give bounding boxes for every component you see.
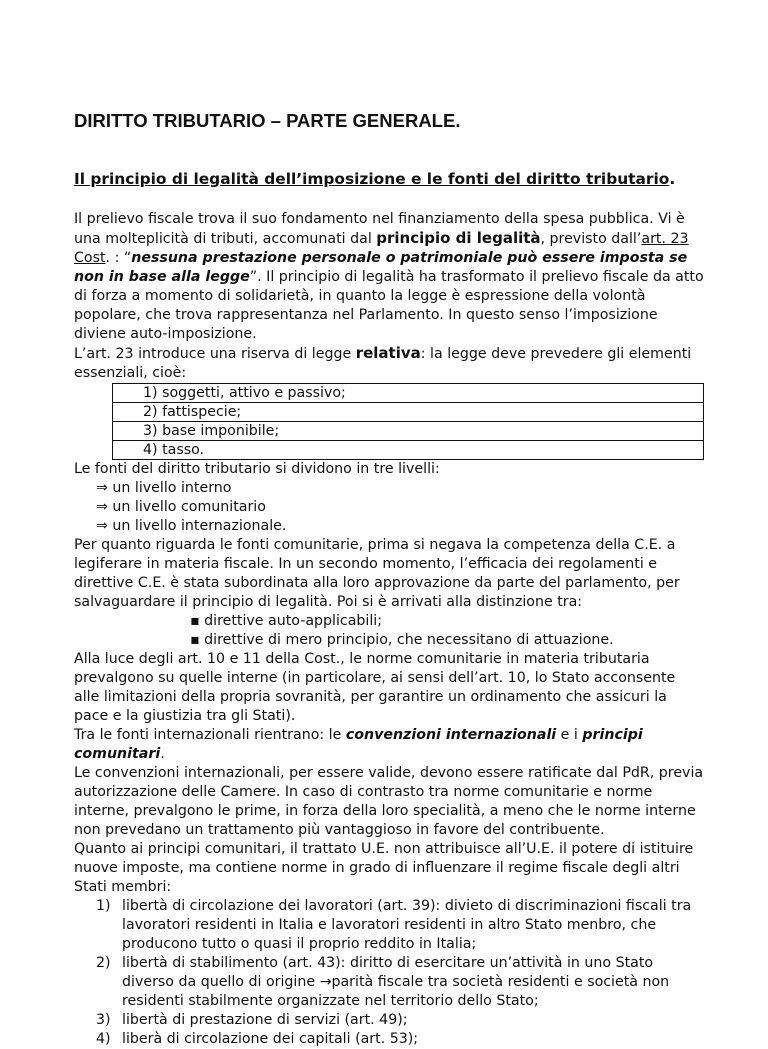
constitution-paragraph: Alla luce degli art. 10 e 11 della Cost., le norme comunitarie in materia tributaria prevalgono su quelle interne (in particolare, ai sensi dell’art. 10, lo Stato acconsente alle limitazioni della propria sovranità, per garantire un ordinamento che assicuri la pace e la giustizia tra gli Stati). (74, 651, 676, 724)
term-convenzioni: convenzioni internazionali (345, 727, 557, 743)
list-item: ▪ direttive auto-applicabili; (190, 613, 383, 629)
document-title: DIRITTO TRIBUTARIO – PARTE GENERALE. (74, 110, 461, 131)
document-body (74, 210, 704, 1049)
text-run: Il prelievo fiscale trova il suo fondamento nel finanziamento della spesa pubblica. Vi è una molteplicità di tributi, accomunati dal (74, 211, 685, 247)
conventions-paragraph: Le convenzioni internazionali, per essere valide, devono essere ratificate dal PdR, previa autorizzazione delle Camere. In caso di contrasto tra norme comunitarie e norme interne, prevalgono le prime, in forza della loro specialità, a meno che le norme interne non prevedano un trattamento più vantaggioso in favore del contribuente. (74, 765, 704, 838)
list-item: ⇒ un livello interno (96, 480, 232, 496)
table-row (113, 441, 704, 460)
eu-principles-paragraph: Quanto ai principi comunitari, il trattato U.E. non attribuisce all’U.E. il potere di istituire nuove imposte, ma contiene norme in grado di influenzare il regime fiscale degli altri Stati membri: (74, 841, 694, 895)
table-row (113, 422, 704, 441)
list-item (96, 1011, 704, 1030)
list-text: libertà di stabilimento (art. 43): diritto di esercitare un’attività in uno Stato diverso da quello di origine →parità fiscale tra società residenti e società non residenti stabilmente organizzate nel territorio dello Stato; (122, 955, 670, 1009)
section-heading-tail: . (669, 170, 676, 188)
list-item (96, 897, 704, 954)
list-text: libertà di prestazione di servizi (art. 49); (122, 1012, 408, 1028)
section-heading-text: Il principio di legalità dell’imposizione e le fonti del diritto tributario (74, 170, 670, 188)
art-23-reference: art. 23 Cost (74, 231, 689, 266)
text-run: Tra le fonti internazionali rientrano: le (74, 727, 346, 743)
directives-list (74, 612, 704, 650)
list-number: 4) (96, 1031, 111, 1047)
table-row (113, 403, 704, 422)
international-sources-paragraph (74, 726, 704, 764)
list-item (96, 1030, 704, 1049)
essential-elements-table (112, 383, 704, 460)
list-item (96, 954, 704, 1011)
text-run: . (160, 746, 165, 762)
text-run: ”. Il principio di legalità ha trasformato il prelievo fiscale da atto di forza a momento di solidarietà, in quanto la legge è espressione della volontà popolare, che trova rappresentanza nel Parlamento. In questo senso l’imposizione diviene auto-imposizione. (74, 269, 704, 342)
list-item: ▪ direttive di mero principio, che necessitano di attuazione. (190, 632, 614, 648)
sources-intro: Le fonti del diritto tributario si dividono in tre livelli: (74, 461, 440, 477)
text-run: L’art. 23 introduce una riserva di legge (74, 346, 356, 362)
section-heading (74, 169, 675, 189)
term-principi: principi comunitari (74, 727, 643, 762)
table-cell: 4) tasso. (113, 441, 704, 460)
text-run: . : “ (105, 250, 132, 266)
list-number: 2) (96, 955, 111, 971)
table-cell: 1) soggetti, attivo e passivo; (113, 384, 704, 403)
list-text: liberà di circolazione dei capitali (art. 53); (122, 1031, 419, 1047)
table-row (113, 384, 704, 403)
constitution-quote: nessuna prestazione personale o patrimoniale può essere imposta se non in base alla legge (74, 250, 688, 285)
list-item: ⇒ un livello comunitario (96, 499, 266, 515)
term-principio-legalita: principio di legalità (376, 229, 541, 247)
table-cell: 3) base imponibile; (113, 422, 704, 441)
list-text: libertà di circolazione dei lavoratori (art. 39): divieto di discriminazioni fiscali tra lavoratori residenti in Italia e lavoratori residenti in altro Stato menbro, che producono tutto o quasi il proprio reddito in Italia; (122, 898, 692, 952)
text-run: e i (556, 727, 583, 743)
term-relativa: relativa (355, 344, 421, 362)
text-run: , previsto dall’ (540, 231, 642, 247)
levels-list (74, 479, 704, 536)
text-run: : la legge deve prevedere gli elementi essenziali, cioè: (74, 346, 692, 381)
list-number: 1) (96, 898, 111, 914)
list-number: 3) (96, 1012, 111, 1028)
community-paragraph: Per quanto riguarda le fonti comunitarie, prima si negava la competenza della C.E. a legiferare in materia fiscale. In un secondo momento, l’efficacia dei regolamenti e direttive C.E. è stata subordinata alla loro approvazione da parte del parlamento, per salvaguardare il principio di legalità. Poi si è arrivati alla distinzione tra: (74, 537, 680, 610)
riserva-paragraph (74, 344, 704, 383)
intro-paragraph (74, 210, 704, 344)
list-item: ⇒ un livello internazionale. (96, 518, 287, 534)
table-cell: 2) fattispecie; (113, 403, 704, 422)
freedoms-list (74, 897, 704, 1049)
